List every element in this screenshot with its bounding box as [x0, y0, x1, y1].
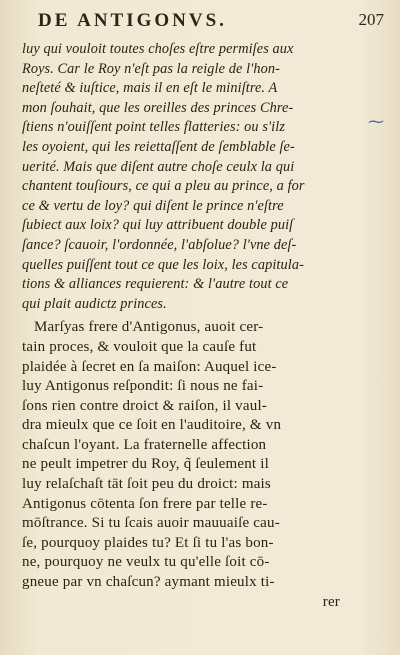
text-line: neſteté & iuſtice, mais il en eſt le miniſtre. A — [22, 80, 278, 97]
text-line: qui plait audictz princes. — [22, 295, 167, 312]
text-line: gneue par vn chaſcun? aymant mieulx ti- — [22, 574, 275, 591]
body-text — [22, 40, 380, 612]
running-title: DE ANTIGONVS. — [38, 10, 227, 31]
text-line: ſance? ſcauoir, l'ordonnée, l'abſolue? l'vne deſ- — [22, 236, 297, 253]
text-line: ne peult impetrer du Roy, q̃ ſeulement il — [22, 456, 269, 473]
text-line: Roys. Car le Roy n'eſt pas la reigle de l'hon- — [22, 60, 280, 77]
text-line: luy relaſchaſt tāt ſoit peu du droict: mais — [22, 476, 271, 493]
text-line: chantent touſiours, ce qui a pleu au prince, a for — [22, 178, 305, 195]
catchword: rer — [322, 593, 340, 610]
text-line: ce & vertu de loy? qui diſent le prince n'eſtre — [22, 197, 284, 214]
text-line: ne, pourquoy ne veulx tu qu'elle ſoit cō- — [22, 554, 270, 571]
page-header — [18, 6, 384, 36]
text-line: Antigonus cōtenta ſon frere par telle re- — [22, 495, 268, 512]
text-line: uerité. Mais que diſent autre choſe ceulx la qui — [22, 158, 295, 175]
roman-paragraph — [22, 318, 380, 612]
text-line: mōſtrance. Si tu ſcais auoir mauuaiſe cau- — [22, 515, 280, 532]
text-line: ſtiens n'ouiſſent point telles flatteries: ou s'ilz — [22, 119, 285, 136]
text-line: luy qui vouloit toutes choſes eſtre permiſes aux — [22, 41, 294, 57]
marginal-annotation: ⁓ — [368, 112, 384, 131]
text-line: tions & alliances requierent: & l'autre tout ce — [22, 276, 289, 293]
text-line: quelles puiſſent tout ce que les loix, les capitula- — [22, 256, 304, 273]
text-line: dra mieulx que ce ſoit en l'auditoire, & vn — [22, 417, 282, 434]
page-number: 207 — [358, 10, 384, 29]
text-line: ſe, pourquoy plaides tu? Et ſi tu l'as bon- — [22, 534, 274, 551]
text-line: tain proces, & vouloit que la cauſe fut — [22, 338, 257, 355]
text-line: ſubiect aux loix? qui luy attribuent double puiſ — [22, 217, 294, 234]
text-line: mon ſouhait, que les oreilles des princes Chre- — [22, 99, 294, 116]
text-line: Marſyas frere d'Antigonus, auoit cer- — [34, 319, 264, 336]
text-line: chaſcun l'oyant. La fraternelle affection — [22, 436, 267, 453]
text-line: ſons rien contre droict & raiſon, il vaul- — [22, 397, 268, 414]
text-line: luy Antigonus reſpondit: ſi nous ne fai- — [22, 378, 264, 395]
text-line: les oyoient, qui les reiettaſſent de ſemblable ſe- — [22, 138, 295, 155]
text-line: plaidée à ſecret en ſa maiſon: Auquel ice- — [22, 358, 277, 375]
italic-commentary — [22, 40, 380, 314]
